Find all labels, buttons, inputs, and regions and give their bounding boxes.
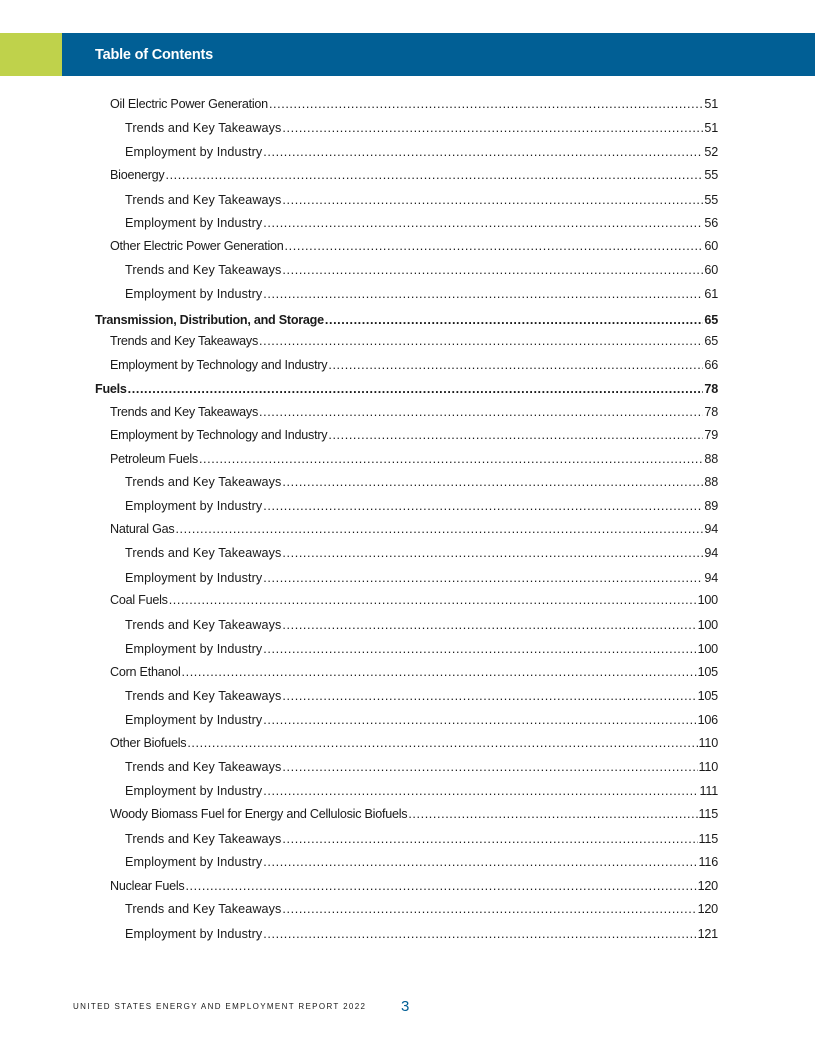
toc-entry-page: 115 xyxy=(698,832,718,846)
toc-entry-page: 105 xyxy=(697,665,718,679)
toc-entry-label: Trends and Key Takeaways xyxy=(110,405,259,419)
toc-entry-page: 94 xyxy=(704,522,718,536)
toc-entry-page: 51 xyxy=(704,121,718,135)
dot-leader xyxy=(263,853,697,871)
toc-entry[interactable] xyxy=(125,900,718,918)
toc-entry[interactable] xyxy=(125,544,718,562)
toc-entry[interactable] xyxy=(110,356,718,374)
dot-leader xyxy=(187,734,697,752)
dot-leader xyxy=(263,640,696,658)
toc-entry-label: Employment by Industry xyxy=(125,216,263,230)
dot-leader xyxy=(263,285,703,303)
toc-entry[interactable] xyxy=(125,711,718,729)
toc-entry-label: Petroleum Fuels xyxy=(110,452,198,466)
toc-entry[interactable] xyxy=(125,569,718,587)
toc-entry-page: 106 xyxy=(697,713,718,727)
dot-leader xyxy=(328,356,703,374)
toc-entry-page: 105 xyxy=(697,689,718,703)
toc-entry[interactable] xyxy=(110,877,718,895)
toc-entry-page: 111 xyxy=(699,784,718,798)
toc-entry-page: 60 xyxy=(704,263,718,277)
toc-entry-label: Employment by Industry xyxy=(125,855,263,869)
toc-entry[interactable] xyxy=(125,640,718,658)
page-title: Table of Contents xyxy=(95,47,213,63)
dot-leader xyxy=(325,311,704,329)
toc-entry-page: 65 xyxy=(704,313,718,327)
toc-entry-label: Employment by Industry xyxy=(125,642,263,656)
toc-entry-page: 94 xyxy=(704,546,718,560)
toc-entry[interactable] xyxy=(125,616,718,634)
toc-entry[interactable] xyxy=(95,311,718,329)
toc-entry[interactable] xyxy=(110,426,718,444)
toc-entry-label: Coal Fuels xyxy=(110,593,168,607)
toc-entry-label: Employment by Technology and Industry xyxy=(110,428,328,442)
toc-entry[interactable] xyxy=(95,380,718,398)
dot-leader xyxy=(259,403,703,421)
dot-leader xyxy=(282,191,703,209)
toc-entry-page: 121 xyxy=(697,927,718,941)
toc-entry-page: 78 xyxy=(704,382,718,396)
toc-entry-label: Trends and Key Takeaways xyxy=(125,832,282,846)
dot-leader xyxy=(282,544,703,562)
toc-entry[interactable] xyxy=(125,191,718,209)
dot-leader xyxy=(282,473,703,491)
toc-entry-page: 55 xyxy=(704,193,718,207)
header-accent-block xyxy=(0,33,62,76)
dot-leader xyxy=(282,830,697,848)
toc-entry-label: Employment by Technology and Industry xyxy=(110,358,328,372)
dot-leader xyxy=(263,497,703,515)
dot-leader xyxy=(259,332,703,350)
dot-leader xyxy=(282,758,697,776)
toc-entry-label: Trends and Key Takeaways xyxy=(125,263,282,277)
dot-leader xyxy=(282,616,696,634)
toc-entry-page: 115 xyxy=(698,807,718,821)
toc-entry[interactable] xyxy=(110,95,718,113)
toc-entry-page: 51 xyxy=(704,97,718,111)
toc-entry-label: Woody Biomass Fuel for Energy and Cellulosic Biofuels xyxy=(110,807,408,821)
toc-entry-page: 55 xyxy=(704,168,718,182)
toc-entry-label: Nuclear Fuels xyxy=(110,879,185,893)
footer-page-number: 3 xyxy=(401,998,410,1015)
toc-entry[interactable] xyxy=(110,663,718,681)
dot-leader xyxy=(263,214,703,232)
footer-report-name: UNITED STATES ENERGY AND EMPLOYMENT REPORT 2022 xyxy=(73,1002,367,1011)
toc-entry-page: 65 xyxy=(704,334,718,348)
dot-leader xyxy=(282,900,696,918)
toc-entry[interactable] xyxy=(125,687,718,705)
dot-leader xyxy=(328,426,703,444)
toc-entry-label: Employment by Industry xyxy=(125,927,263,941)
toc-entry-label: Trends and Key Takeaways xyxy=(125,902,282,916)
toc-entry[interactable] xyxy=(125,119,718,137)
toc-entry-page: 89 xyxy=(704,499,718,513)
toc-entry-label: Employment by Industry xyxy=(125,784,263,798)
toc-entry-label: Employment by Industry xyxy=(125,145,263,159)
dot-leader xyxy=(408,805,697,823)
dot-leader xyxy=(263,782,698,800)
toc-entry[interactable] xyxy=(125,143,718,161)
dot-leader xyxy=(282,687,696,705)
dot-leader xyxy=(182,663,697,681)
toc-entry[interactable] xyxy=(125,261,718,279)
toc-entry[interactable] xyxy=(110,166,718,184)
toc-entry-label: Trends and Key Takeaways xyxy=(125,193,282,207)
dot-leader xyxy=(185,877,696,895)
dot-leader xyxy=(175,520,703,538)
toc-entry-label: Trends and Key Takeaways xyxy=(125,546,282,560)
dot-leader xyxy=(263,143,703,161)
toc-entry-label: Trends and Key Takeaways xyxy=(125,121,282,135)
toc-entry[interactable] xyxy=(125,782,718,800)
toc-entry-label: Trends and Key Takeaways xyxy=(110,334,259,348)
toc-entry-label: Other Biofuels xyxy=(110,736,187,750)
dot-leader xyxy=(128,380,704,398)
toc-entry-page: 110 xyxy=(698,760,718,774)
toc-entry[interactable] xyxy=(110,332,718,350)
toc-entry-page: 61 xyxy=(704,287,718,301)
toc-entry[interactable] xyxy=(110,734,718,752)
dot-leader xyxy=(263,711,696,729)
dot-leader xyxy=(285,237,704,255)
toc-entry-label: Employment by Industry xyxy=(125,499,263,513)
toc-entry-label: Employment by Industry xyxy=(125,287,263,301)
toc-entry-page: 100 xyxy=(697,618,718,632)
toc-entry-page: 88 xyxy=(704,452,718,466)
toc-entry-page: 120 xyxy=(697,879,718,893)
toc-entry-label: Trends and Key Takeaways xyxy=(125,475,282,489)
toc-entry-page: 88 xyxy=(704,475,718,489)
toc-entry[interactable] xyxy=(125,758,718,776)
toc-entry-label: Bioenergy xyxy=(110,168,165,182)
toc-entry-label: Employment by Industry xyxy=(125,713,263,727)
toc-entry-label: Trends and Key Takeaways xyxy=(125,689,282,703)
toc-entry-page: 56 xyxy=(704,216,718,230)
toc-entry-label: Natural Gas xyxy=(110,522,175,536)
toc-entry-page: 52 xyxy=(704,145,718,159)
dot-leader xyxy=(169,591,697,609)
dot-leader xyxy=(282,261,703,279)
toc-entry[interactable] xyxy=(125,925,718,943)
toc-entry[interactable] xyxy=(110,237,718,255)
toc-entry[interactable] xyxy=(110,805,718,823)
toc-entry[interactable] xyxy=(125,853,718,871)
toc-entry-label: Employment by Industry xyxy=(125,571,263,585)
dot-leader xyxy=(165,166,703,184)
toc-entry-page: 78 xyxy=(704,405,718,419)
toc-entry-page: 110 xyxy=(698,736,718,750)
toc-entry-label: Corn Ethanol xyxy=(110,665,181,679)
toc-entry-page: 66 xyxy=(704,358,718,372)
toc-entry[interactable] xyxy=(125,473,718,491)
toc-entry[interactable] xyxy=(125,830,718,848)
toc-entry[interactable] xyxy=(125,285,718,303)
toc-entry-page: 100 xyxy=(697,593,718,607)
toc-entry-label: Fuels xyxy=(95,382,127,396)
toc-entry-page: 60 xyxy=(704,239,718,253)
toc-entry-label: Other Electric Power Generation xyxy=(110,239,284,253)
toc-entry-label: Trends and Key Takeaways xyxy=(125,618,282,632)
toc-entry-page: 120 xyxy=(697,902,718,916)
toc-entry-label: Oil Electric Power Generation xyxy=(110,97,268,111)
toc-entry[interactable] xyxy=(110,591,718,609)
toc-entry-page: 79 xyxy=(704,428,718,442)
dot-leader xyxy=(263,925,696,943)
toc-entry-label: Transmission, Distribution, and Storage xyxy=(95,313,324,327)
toc-entry[interactable] xyxy=(110,450,718,468)
toc-entry[interactable] xyxy=(110,520,718,538)
toc-entry-page: 94 xyxy=(704,571,718,585)
toc-entry-page: 100 xyxy=(697,642,718,656)
toc-entry[interactable] xyxy=(125,214,718,232)
dot-leader xyxy=(269,95,703,113)
dot-leader xyxy=(199,450,703,468)
toc-entry[interactable] xyxy=(125,497,718,515)
toc-entry[interactable] xyxy=(110,403,718,421)
toc-entry-label: Trends and Key Takeaways xyxy=(125,760,282,774)
toc-entry-page: 116 xyxy=(698,855,718,869)
dot-leader xyxy=(282,119,703,137)
dot-leader xyxy=(263,569,703,587)
